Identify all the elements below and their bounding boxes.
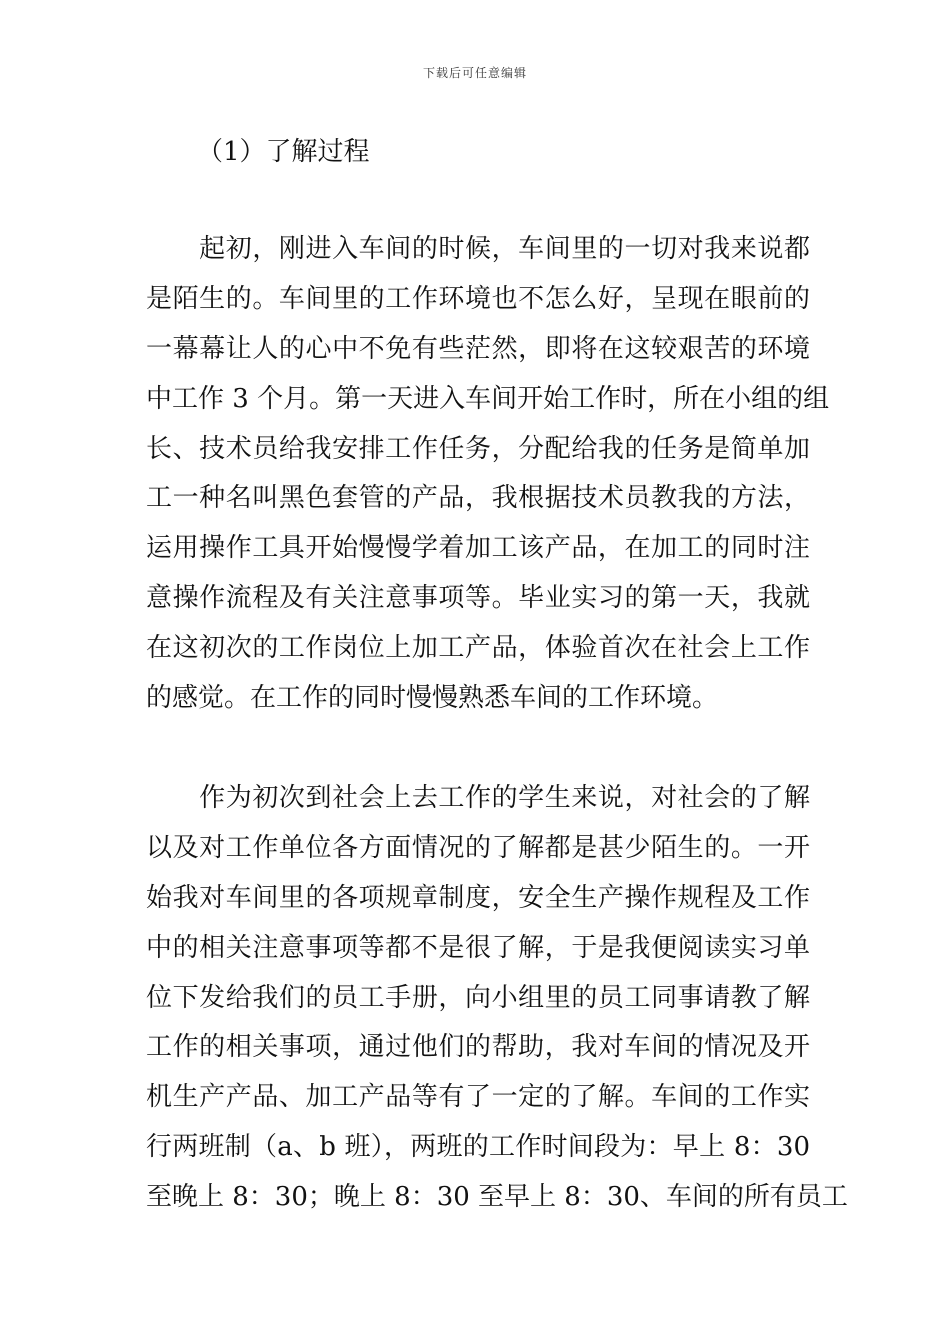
paragraph-line: 行两班制（a、b 班），两班的工作时间段为：早上 8：30 — [146, 1132, 810, 1163]
paragraph-line: 至晚上 8：30；晚上 8：30 至早上 8：30、车间的所有员工 — [146, 1182, 848, 1213]
paragraph-2 — [146, 774, 848, 1223]
paragraph-line: 工一种名叫黑色套管的产品，我根据技术员教我的方法， — [146, 483, 810, 514]
paragraph-line: 工作的相关事项，通过他们的帮助，我对车间的情况及开 — [146, 1032, 810, 1063]
paragraph-line: 中工作 3 个月。第一天进入车间开始工作时，所在小组的组 — [146, 383, 830, 414]
paragraph-line: 中的相关注意事项等都不是很了解，于是我便阅读实习单 — [146, 932, 810, 963]
paragraph-line: 的感觉。在工作的同时慢慢熟悉车间的工作环境。 — [146, 683, 719, 714]
paragraph-line: 始我对车间里的各项规章制度，安全生产操作规程及工作 — [146, 882, 810, 913]
paragraph-line: 位下发给我们的员工手册，向小组里的员工同事请教了解 — [146, 982, 810, 1013]
paragraph-line: 在这初次的工作岗位上加工产品，体验首次在社会上工作 — [146, 633, 810, 664]
paragraph-line: 长、技术员给我安排工作任务，分配给我的任务是简单加 — [146, 433, 810, 464]
section-heading: （1）了解过程 — [197, 137, 370, 167]
paragraph-1 — [146, 225, 830, 724]
paragraph-line: 一幕幕让人的心中不免有些茫然，即将在这较艰苦的环境 — [146, 333, 810, 364]
paragraph-line: 运用操作工具开始慢慢学着加工该产品，在加工的同时注 — [146, 533, 810, 564]
page-header-note: 下载后可任意编辑 — [422, 66, 527, 80]
paragraph-line: 意操作流程及有关注意事项等。毕业实习的第一天，我就 — [146, 583, 810, 614]
paragraph-line: 起初，刚进入车间的时候，车间里的一切对我来说都 — [146, 234, 810, 264]
paragraph-line: 作为初次到社会上去工作的学生来说，对社会的了解 — [146, 783, 810, 813]
paragraph-line: 以及对工作单位各方面情况的了解都是甚少陌生的。一开 — [146, 832, 810, 863]
paragraph-line: 机生产产品、加工产品等有了一定的了解。车间的工作实 — [146, 1082, 810, 1113]
paragraph-line: 是陌生的。车间里的工作环境也不怎么好，呈现在眼前的 — [146, 283, 810, 314]
